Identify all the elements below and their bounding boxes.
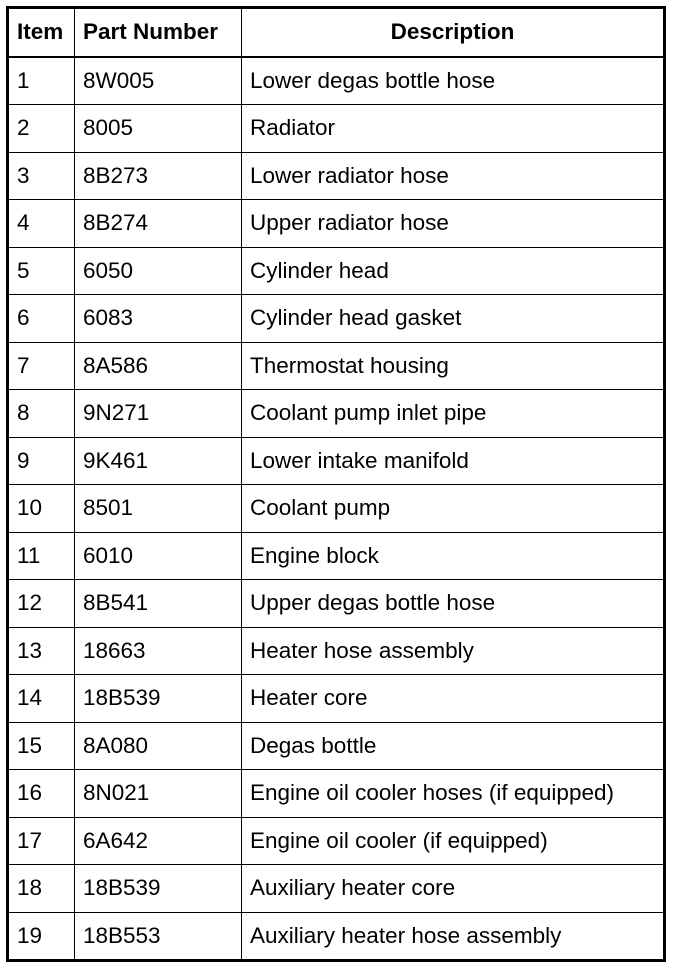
cell-description: Coolant pump inlet pipe — [242, 390, 665, 438]
cell-part-number: 6010 — [75, 532, 242, 580]
cell-description: Auxiliary heater core — [242, 865, 665, 913]
cell-part-number: 6A642 — [75, 817, 242, 865]
table-row — [8, 390, 665, 438]
cell-description: Engine oil cooler hoses (if equipped) — [242, 770, 665, 818]
table-row — [8, 912, 665, 961]
cell-description: Upper radiator hose — [242, 200, 665, 248]
cell-part-number: 8B273 — [75, 152, 242, 200]
cell-item: 13 — [8, 627, 75, 675]
table-row — [8, 437, 665, 485]
cell-description: Lower radiator hose — [242, 152, 665, 200]
table-row — [8, 817, 665, 865]
cell-item: 16 — [8, 770, 75, 818]
cell-description: Engine block — [242, 532, 665, 580]
cell-item: 4 — [8, 200, 75, 248]
table-row — [8, 485, 665, 533]
header-row — [8, 8, 665, 57]
cell-item: 2 — [8, 105, 75, 153]
cell-part-number: 18663 — [75, 627, 242, 675]
cell-item: 14 — [8, 675, 75, 723]
table-row — [8, 247, 665, 295]
cell-description: Thermostat housing — [242, 342, 665, 390]
cell-item: 10 — [8, 485, 75, 533]
parts-table — [6, 6, 666, 962]
table-row — [8, 200, 665, 248]
cell-item: 6 — [8, 295, 75, 343]
cell-part-number: 8N021 — [75, 770, 242, 818]
cell-part-number: 18B539 — [75, 865, 242, 913]
cell-description: Radiator — [242, 105, 665, 153]
table-row — [8, 770, 665, 818]
cell-description: Coolant pump — [242, 485, 665, 533]
table-row — [8, 105, 665, 153]
table-row — [8, 627, 665, 675]
cell-description: Upper degas bottle hose — [242, 580, 665, 628]
cell-item: 15 — [8, 722, 75, 770]
table-row — [8, 865, 665, 913]
cell-part-number: 8W005 — [75, 57, 242, 105]
cell-description: Cylinder head — [242, 247, 665, 295]
cell-part-number: 8B541 — [75, 580, 242, 628]
cell-part-number: 8A080 — [75, 722, 242, 770]
cell-description: Heater core — [242, 675, 665, 723]
cell-description: Lower intake manifold — [242, 437, 665, 485]
cell-description: Cylinder head gasket — [242, 295, 665, 343]
cell-item: 11 — [8, 532, 75, 580]
cell-description: Auxiliary heater hose assembly — [242, 912, 665, 961]
cell-description: Engine oil cooler (if equipped) — [242, 817, 665, 865]
cell-item: 19 — [8, 912, 75, 961]
cell-part-number: 8B274 — [75, 200, 242, 248]
cell-part-number: 8A586 — [75, 342, 242, 390]
cell-part-number: 8005 — [75, 105, 242, 153]
cell-description: Heater hose assembly — [242, 627, 665, 675]
cell-item: 1 — [8, 57, 75, 105]
table-row — [8, 342, 665, 390]
cell-item: 9 — [8, 437, 75, 485]
cell-part-number: 18B553 — [75, 912, 242, 961]
table-row — [8, 580, 665, 628]
cell-description: Lower degas bottle hose — [242, 57, 665, 105]
cell-part-number: 18B539 — [75, 675, 242, 723]
cell-item: 18 — [8, 865, 75, 913]
cell-item: 17 — [8, 817, 75, 865]
cell-item: 3 — [8, 152, 75, 200]
table-row — [8, 722, 665, 770]
table-row — [8, 675, 665, 723]
cell-item: 8 — [8, 390, 75, 438]
cell-part-number: 8501 — [75, 485, 242, 533]
table-body — [8, 57, 665, 961]
table-row — [8, 152, 665, 200]
cell-part-number: 9N271 — [75, 390, 242, 438]
cell-item: 7 — [8, 342, 75, 390]
table-row — [8, 295, 665, 343]
header-part-number: Part Number — [75, 8, 242, 57]
cell-part-number: 6083 — [75, 295, 242, 343]
cell-part-number: 6050 — [75, 247, 242, 295]
header-description: Description — [242, 8, 665, 57]
table-row — [8, 57, 665, 105]
header-item: Item — [8, 8, 75, 57]
table-row — [8, 532, 665, 580]
cell-part-number: 9K461 — [75, 437, 242, 485]
cell-item: 12 — [8, 580, 75, 628]
cell-description: Degas bottle — [242, 722, 665, 770]
cell-item: 5 — [8, 247, 75, 295]
